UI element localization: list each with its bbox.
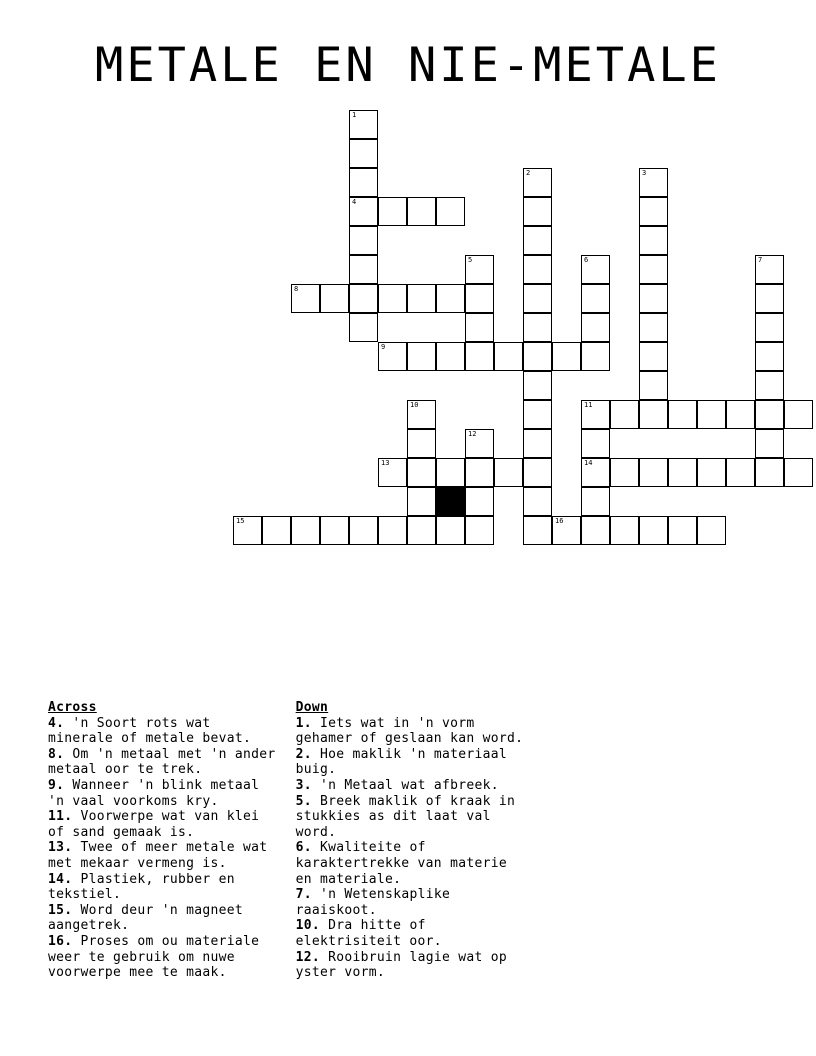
grid-cell[interactable] (407, 400, 436, 429)
grid-cell[interactable] (639, 371, 668, 400)
grid-cell[interactable] (523, 313, 552, 342)
grid-cell[interactable] (378, 284, 407, 313)
grid-cell[interactable] (552, 342, 581, 371)
clue-text: 'n Soort rots wat minerale of metale bevat. (48, 715, 252, 747)
down-clues (296, 716, 531, 981)
grid-cell[interactable] (465, 429, 494, 458)
grid-cell[interactable] (755, 429, 784, 458)
grid-cell[interactable] (755, 400, 784, 429)
grid-cell[interactable] (726, 458, 755, 487)
grid-cell[interactable] (349, 139, 378, 168)
grid-cell[interactable] (639, 458, 668, 487)
across-clue (48, 840, 283, 871)
across-clue (48, 872, 283, 903)
grid-cell[interactable] (465, 458, 494, 487)
grid-cell[interactable] (349, 516, 378, 545)
cell-number: 13 (381, 459, 390, 467)
grid-cell[interactable] (523, 371, 552, 400)
down-clue (296, 794, 531, 841)
grid-cell[interactable] (436, 458, 465, 487)
clue-number: 16. (48, 933, 73, 949)
grid-cell[interactable] (291, 516, 320, 545)
clue-number: 4. (48, 715, 65, 731)
grid-cell[interactable] (581, 255, 610, 284)
grid-cell[interactable] (407, 429, 436, 458)
grid-cell[interactable] (407, 516, 436, 545)
cell-number: 2 (526, 169, 531, 177)
across-clues (48, 716, 283, 981)
clue-number: 9. (48, 777, 65, 793)
grid-cell[interactable] (581, 342, 610, 371)
grid-cell[interactable] (523, 255, 552, 284)
grid-cell[interactable] (349, 168, 378, 197)
grid-cell[interactable] (755, 313, 784, 342)
grid-cell[interactable] (668, 400, 697, 429)
down-clue (296, 747, 531, 778)
grid-cell[interactable] (436, 516, 465, 545)
cell-number: 4 (352, 198, 357, 206)
grid-cell[interactable] (465, 342, 494, 371)
cell-number: 10 (410, 401, 419, 409)
grid-cell[interactable] (233, 516, 262, 545)
grid-cell[interactable] (581, 487, 610, 516)
down-clue (296, 716, 531, 747)
grid-cell[interactable] (378, 458, 407, 487)
across-clue (48, 747, 283, 778)
cell-number: 15 (236, 517, 245, 525)
grid-cell[interactable] (378, 197, 407, 226)
clue-number: 2. (295, 746, 312, 762)
grid-cell[interactable] (755, 371, 784, 400)
clue-text: 'n Wetenskaplike raaiskoot. (295, 887, 451, 918)
across-clue (48, 716, 283, 747)
grid-cell[interactable] (349, 197, 378, 226)
across-clue (48, 809, 283, 840)
grid-cell[interactable] (639, 168, 668, 197)
grid-cell[interactable] (349, 110, 378, 139)
grid-cell[interactable] (407, 458, 436, 487)
grid-cell[interactable] (465, 516, 494, 545)
grid-cell[interactable] (755, 342, 784, 371)
grid-cell[interactable] (639, 516, 668, 545)
clue-text: Om 'n metaal met 'n ander metaal oor te trek. (48, 746, 276, 778)
clue-text: Rooibruin lagie wat op yster vorm. (295, 949, 507, 981)
clue-text: Hoe maklik 'n materiaal buig. (295, 746, 507, 778)
cell-number: 6 (584, 256, 589, 264)
grid-cell[interactable] (639, 255, 668, 284)
grid-cell[interactable] (639, 284, 668, 313)
grid-cell[interactable] (668, 458, 697, 487)
grid-cell[interactable] (378, 342, 407, 371)
grid-cell[interactable] (465, 284, 494, 313)
grid-cell[interactable] (436, 342, 465, 371)
clue-text: Dra hitte of elektrisiteit oor. (295, 918, 442, 949)
grid-cell[interactable] (639, 197, 668, 226)
clue-text: Kwaliteite of karaktertrekke van materie en materiale. (295, 840, 507, 887)
grid-cell[interactable] (523, 284, 552, 313)
cell-number: 1 (352, 111, 357, 119)
across-clue (48, 903, 283, 934)
clue-text: Iets wat in 'n vorm gehamer of geslaan kan word. (295, 715, 524, 747)
grid-cell[interactable] (523, 400, 552, 429)
grid-cell[interactable] (523, 168, 552, 197)
clue-text: Voorwerpe wat van klei of sand gemaak is. (48, 809, 260, 840)
down-clue (296, 778, 531, 794)
grid-cell[interactable] (436, 284, 465, 313)
clue-number: 5. (295, 793, 312, 809)
clue-number: 15. (48, 902, 73, 918)
clue-number: 8. (48, 746, 65, 762)
cell-number: 12 (468, 430, 477, 438)
down-clue (296, 950, 531, 981)
grid-cell[interactable] (407, 342, 436, 371)
grid-cell[interactable] (581, 400, 610, 429)
grid-cell[interactable] (784, 458, 813, 487)
clue-number: 12. (295, 949, 321, 965)
clue-number: 1. (295, 715, 312, 731)
grid-cell[interactable] (349, 255, 378, 284)
cell-number: 8 (294, 285, 299, 293)
clue-text: Word deur 'n magneet aangetrek. (48, 902, 244, 934)
grid-cell[interactable] (349, 313, 378, 342)
cell-number: 9 (381, 343, 386, 351)
clue-number: 13. (48, 840, 73, 856)
clue-number: 3. (295, 777, 312, 793)
clue-text: Plastiek, rubber en tekstiel. (48, 871, 235, 903)
grid-cell[interactable] (581, 313, 610, 342)
grid-cell[interactable] (697, 400, 726, 429)
grid-cell[interactable] (407, 284, 436, 313)
down-clue (296, 918, 531, 949)
grid-cell[interactable] (465, 487, 494, 516)
grid-cell[interactable] (755, 255, 784, 284)
grid-cell[interactable] (639, 226, 668, 255)
grid-cell[interactable] (407, 487, 436, 516)
grid-cell[interactable] (523, 516, 552, 545)
black-cell (436, 487, 465, 516)
grid-cell[interactable] (523, 429, 552, 458)
grid-cell[interactable] (639, 313, 668, 342)
cell-number: 14 (584, 459, 593, 467)
down-clue (296, 840, 531, 887)
grid-cell[interactable] (494, 342, 523, 371)
clue-text: Proses om ou materiale weer te gebruik om nuwe voorwerpe mee te maak. (48, 933, 260, 981)
grid-cell[interactable] (349, 226, 378, 255)
clue-number: 7. (295, 887, 312, 903)
grid-cell[interactable] (262, 516, 291, 545)
clue-text: 'n Metaal wat afbreek. (311, 777, 499, 793)
grid-cell[interactable] (639, 342, 668, 371)
grid-cell[interactable] (291, 284, 320, 313)
across-clue (48, 934, 283, 981)
grid-cell[interactable] (697, 458, 726, 487)
grid-cell[interactable] (581, 429, 610, 458)
clue-number: 6. (295, 840, 312, 856)
cell-number: 7 (758, 256, 763, 264)
cell-number: 3 (642, 169, 647, 177)
grid-cell[interactable] (407, 197, 436, 226)
grid-cell[interactable] (726, 400, 755, 429)
grid-cell[interactable] (523, 458, 552, 487)
grid-cell[interactable] (523, 197, 552, 226)
down-clue (296, 887, 531, 918)
grid-cell[interactable] (610, 516, 639, 545)
grid-cell[interactable] (494, 458, 523, 487)
clue-text: Wanneer 'n blink metaal 'n vaal voorkoms kry. (48, 777, 260, 809)
grid-cell[interactable] (378, 516, 407, 545)
clue-number: 14. (48, 871, 73, 887)
grid-cell[interactable] (320, 284, 349, 313)
grid-cell[interactable] (523, 226, 552, 255)
clue-number: 10. (295, 918, 321, 934)
grid-cell[interactable] (465, 255, 494, 284)
clue-text: Breek maklik of kraak in stukkies as dit laat val word. (295, 793, 516, 840)
grid-cell[interactable] (639, 400, 668, 429)
grid-cell[interactable] (349, 284, 378, 313)
clue-list (48, 700, 778, 1000)
down-heading: Down (295, 700, 329, 715)
cell-number: 16 (555, 517, 564, 525)
grid-cell[interactable] (581, 458, 610, 487)
clue-text: Twee of meer metale wat met mekaar vermeng is. (48, 840, 268, 871)
grid-cell[interactable] (755, 458, 784, 487)
grid-cell[interactable] (610, 400, 639, 429)
page-title: METALE EN NIE-METALE (95, 38, 721, 93)
grid-cell[interactable] (320, 516, 349, 545)
clue-number: 11. (48, 809, 73, 825)
grid-cell[interactable] (581, 284, 610, 313)
cell-number: 5 (468, 256, 473, 264)
grid-cell[interactable] (523, 342, 552, 371)
grid-cell[interactable] (465, 313, 494, 342)
grid-cell[interactable] (668, 516, 697, 545)
grid-cell[interactable] (784, 400, 813, 429)
grid-cell[interactable] (523, 487, 552, 516)
cell-number: 11 (584, 401, 593, 409)
grid-cell[interactable] (755, 284, 784, 313)
grid-cell[interactable] (552, 516, 581, 545)
grid-cell[interactable] (610, 458, 639, 487)
grid-cell[interactable] (436, 197, 465, 226)
grid-cell[interactable] (581, 516, 610, 545)
across-heading: Across (48, 700, 97, 715)
across-clue (48, 778, 283, 809)
grid-cell[interactable] (697, 516, 726, 545)
